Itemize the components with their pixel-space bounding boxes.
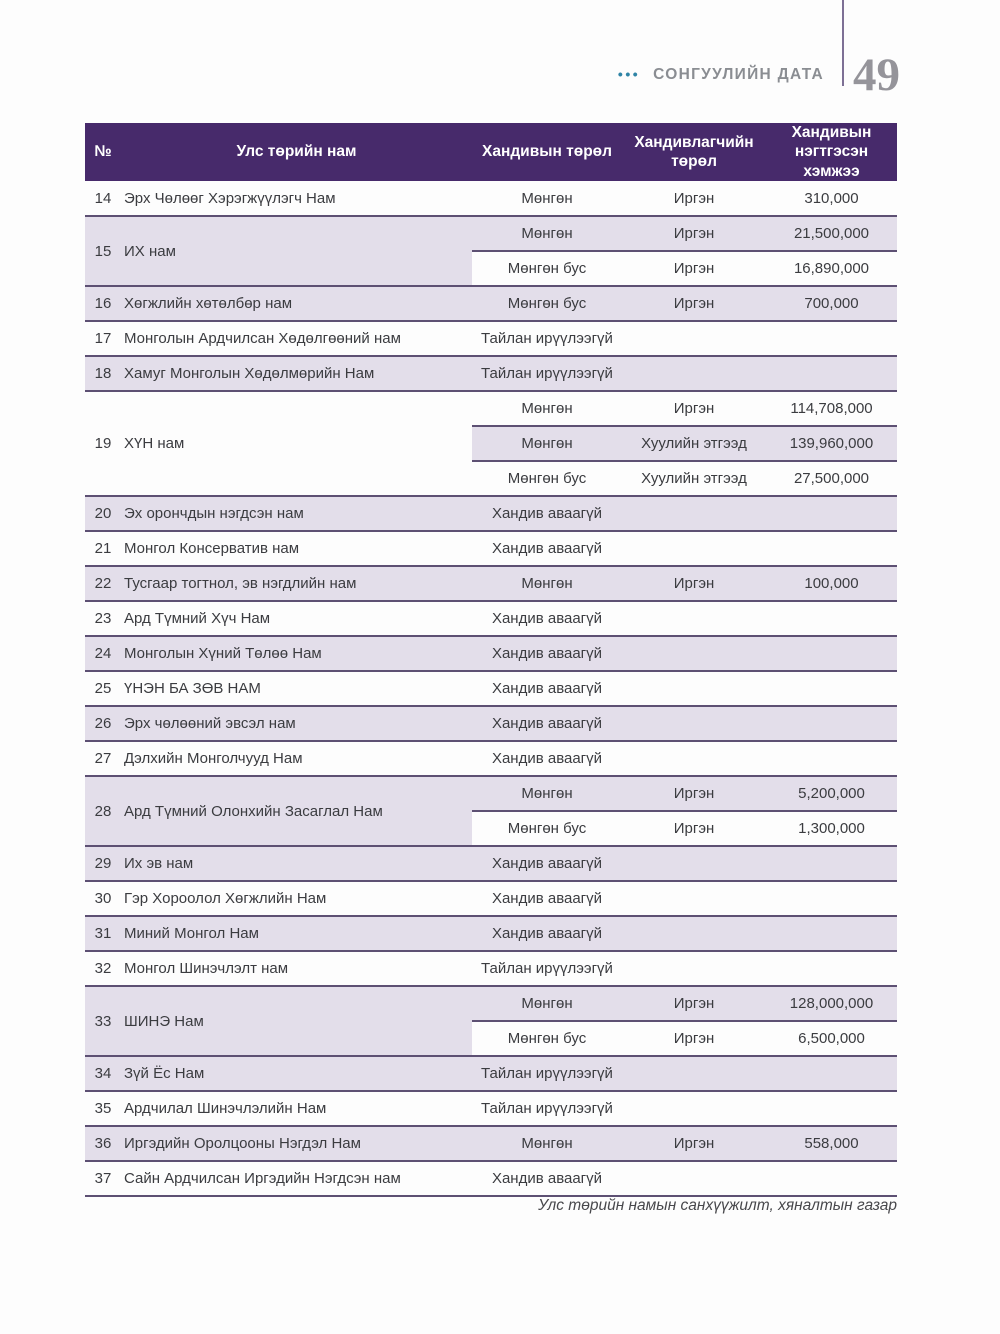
donor-type-cell: Иргэн xyxy=(622,181,766,216)
amount-cell: 114,708,000 xyxy=(766,391,897,426)
amount-cell: 310,000 xyxy=(766,181,897,216)
amount-cell: 21,500,000 xyxy=(766,216,897,251)
amount-cell: 16,890,000 xyxy=(766,251,897,286)
table-row xyxy=(85,181,897,216)
empty-cell xyxy=(766,881,897,916)
table-row xyxy=(85,321,897,356)
party-name-cell: Хөгжлийн хөтөлбөр нам xyxy=(121,286,472,321)
row-number-cell: 29 xyxy=(85,846,121,881)
status-cell: Тайлан ирүүлээгүй xyxy=(472,951,622,986)
row-number-cell: 32 xyxy=(85,951,121,986)
empty-cell xyxy=(622,601,766,636)
empty-cell xyxy=(622,496,766,531)
empty-cell xyxy=(622,1056,766,1091)
status-cell: Хандив аваагүй xyxy=(472,601,622,636)
party-name-cell: Хамуг Монголын Хөдөлмөрийн Нам xyxy=(121,356,472,391)
row-number-cell: 20 xyxy=(85,496,121,531)
empty-cell xyxy=(766,671,897,706)
empty-cell xyxy=(766,706,897,741)
donation-type-cell: Мөнгөн xyxy=(472,1126,622,1161)
party-name-cell: Миний Монгол Нам xyxy=(121,916,472,951)
party-name-cell: ШИНЭ Нам xyxy=(121,986,472,1056)
table-row xyxy=(85,1161,897,1196)
status-cell: Хандив аваагүй xyxy=(472,531,622,566)
empty-cell xyxy=(766,1091,897,1126)
row-number-cell: 14 xyxy=(85,181,121,216)
donor-type-cell: Иргэн xyxy=(622,811,766,846)
status-cell: Хандив аваагүй xyxy=(472,1161,622,1196)
donor-type-cell: Иргэн xyxy=(622,216,766,251)
masthead xyxy=(618,66,824,84)
empty-cell xyxy=(622,706,766,741)
donor-type-cell: Иргэн xyxy=(622,251,766,286)
empty-cell xyxy=(622,916,766,951)
party-name-cell: Гэр Хороолол Хөгжлийн Нам xyxy=(121,881,472,916)
column-header-donor-type: Хандивлагчийн төрөл xyxy=(622,123,766,181)
row-number-cell: 16 xyxy=(85,286,121,321)
status-cell: Хандив аваагүй xyxy=(472,846,622,881)
empty-cell xyxy=(766,356,897,391)
row-number-cell: 30 xyxy=(85,881,121,916)
party-name-cell: ХҮН нам xyxy=(121,391,472,496)
table-row xyxy=(85,916,897,951)
party-name-cell: Иргэдийн Оролцооны Нэгдэл Нам xyxy=(121,1126,472,1161)
donor-type-cell: Иргэн xyxy=(622,391,766,426)
empty-cell xyxy=(622,671,766,706)
table-row xyxy=(85,986,897,1021)
table-row xyxy=(85,1091,897,1126)
amount-cell: 700,000 xyxy=(766,286,897,321)
table-header-row xyxy=(85,123,897,181)
status-cell: Хандив аваагүй xyxy=(472,706,622,741)
status-cell: Тайлан ирүүлээгүй xyxy=(472,356,622,391)
party-name-cell: ҮНЭН БА ЗӨВ НАМ xyxy=(121,671,472,706)
table-row xyxy=(85,741,897,776)
party-name-cell: Тусгаар тогтнол, эв нэгдлийн нам xyxy=(121,566,472,601)
party-name-cell: Эрх Чөлөөг Хэрэгжүүлэгч Нам xyxy=(121,181,472,216)
row-number-cell: 28 xyxy=(85,776,121,846)
table-row xyxy=(85,1056,897,1091)
row-number-cell: 23 xyxy=(85,601,121,636)
row-number-cell: 18 xyxy=(85,356,121,391)
table-row xyxy=(85,531,897,566)
empty-cell xyxy=(766,846,897,881)
masthead-divider xyxy=(842,0,844,86)
row-number-cell: 15 xyxy=(85,216,121,286)
table-row xyxy=(85,951,897,986)
status-cell: Хандив аваагүй xyxy=(472,741,622,776)
amount-cell: 139,960,000 xyxy=(766,426,897,461)
amount-cell: 5,200,000 xyxy=(766,776,897,811)
status-cell: Тайлан ирүүлээгүй xyxy=(472,1056,622,1091)
amount-cell: 27,500,000 xyxy=(766,461,897,496)
table-row xyxy=(85,846,897,881)
empty-cell xyxy=(622,356,766,391)
donor-type-cell: Иргэн xyxy=(622,1021,766,1056)
party-name-cell: Монголын Хүний Төлөө Нам xyxy=(121,636,472,671)
donation-type-cell: Мөнгөн xyxy=(472,776,622,811)
empty-cell xyxy=(622,881,766,916)
status-cell: Хандив аваагүй xyxy=(472,671,622,706)
party-name-cell: ИХ нам xyxy=(121,216,472,286)
donor-type-cell: Иргэн xyxy=(622,986,766,1021)
amount-cell: 100,000 xyxy=(766,566,897,601)
donor-type-cell: Иргэн xyxy=(622,1126,766,1161)
table-row xyxy=(85,881,897,916)
party-name-cell: Эрх чөлөөний эвсэл нам xyxy=(121,706,472,741)
column-header-number: № xyxy=(85,123,121,181)
row-number-cell: 27 xyxy=(85,741,121,776)
table-row xyxy=(85,496,897,531)
empty-cell xyxy=(622,636,766,671)
status-cell: Хандив аваагүй xyxy=(472,881,622,916)
table-row xyxy=(85,216,897,251)
table-row xyxy=(85,636,897,671)
row-number-cell: 21 xyxy=(85,531,121,566)
donor-type-cell: Иргэн xyxy=(622,286,766,321)
column-header-party: Улс төрийн нам xyxy=(121,123,472,181)
amount-cell: 128,000,000 xyxy=(766,986,897,1021)
donation-type-cell: Мөнгөн xyxy=(472,566,622,601)
row-number-cell: 26 xyxy=(85,706,121,741)
status-cell: Хандив аваагүй xyxy=(472,636,622,671)
table-body xyxy=(85,181,897,1196)
party-name-cell: Ард Түмний Хүч Нам xyxy=(121,601,472,636)
row-number-cell: 17 xyxy=(85,321,121,356)
empty-cell xyxy=(766,1161,897,1196)
amount-cell: 1,300,000 xyxy=(766,811,897,846)
column-header-amount: Хандивын нэгтгэсэн хэмжээ xyxy=(766,123,897,181)
masthead-title: СОНГУУЛИЙН ДАТА xyxy=(653,66,824,83)
empty-cell xyxy=(766,321,897,356)
donor-type-cell: Хуулийн этгээд xyxy=(622,426,766,461)
donation-type-cell: Мөнгөн бус xyxy=(472,251,622,286)
status-cell: Тайлан ирүүлээгүй xyxy=(472,1091,622,1126)
empty-cell xyxy=(766,951,897,986)
table-row xyxy=(85,391,897,426)
row-number-cell: 24 xyxy=(85,636,121,671)
table-row xyxy=(85,286,897,321)
party-name-cell: Дэлхийн Монголчууд Нам xyxy=(121,741,472,776)
row-number-cell: 33 xyxy=(85,986,121,1056)
party-name-cell: Ардчилал Шинэчлэлийн Нам xyxy=(121,1091,472,1126)
table-header xyxy=(85,123,897,181)
table-row xyxy=(85,671,897,706)
row-number-cell: 35 xyxy=(85,1091,121,1126)
row-number-cell: 34 xyxy=(85,1056,121,1091)
status-cell: Хандив аваагүй xyxy=(472,916,622,951)
party-name-cell: Зүй Ёс Нам xyxy=(121,1056,472,1091)
donations-table xyxy=(85,123,897,1197)
empty-cell xyxy=(622,531,766,566)
donation-type-cell: Мөнгөн бус xyxy=(472,811,622,846)
empty-cell xyxy=(766,636,897,671)
row-number-cell: 25 xyxy=(85,671,121,706)
page-number: 49 xyxy=(853,49,900,101)
empty-cell xyxy=(766,916,897,951)
donation-type-cell: Мөнгөн xyxy=(472,181,622,216)
table-row xyxy=(85,566,897,601)
amount-cell: 6,500,000 xyxy=(766,1021,897,1056)
row-number-cell: 37 xyxy=(85,1161,121,1196)
empty-cell xyxy=(622,1091,766,1126)
donation-type-cell: Мөнгөн xyxy=(472,986,622,1021)
empty-cell xyxy=(622,1161,766,1196)
table-row xyxy=(85,356,897,391)
donation-type-cell: Мөнгөн бус xyxy=(472,461,622,496)
party-name-cell: Эх орончдын нэгдсэн нам xyxy=(121,496,472,531)
donation-type-cell: Мөнгөн xyxy=(472,391,622,426)
amount-cell: 558,000 xyxy=(766,1126,897,1161)
donation-type-cell: Мөнгөн xyxy=(472,216,622,251)
empty-cell xyxy=(622,846,766,881)
table-row xyxy=(85,706,897,741)
empty-cell xyxy=(766,496,897,531)
donor-type-cell: Хуулийн этгээд xyxy=(622,461,766,496)
donation-type-cell: Мөнгөн бус xyxy=(472,1021,622,1056)
row-number-cell: 22 xyxy=(85,566,121,601)
column-header-donation-type: Хандивын төрөл xyxy=(472,123,622,181)
empty-cell xyxy=(622,321,766,356)
status-cell: Хандив аваагүй xyxy=(472,496,622,531)
row-number-cell: 19 xyxy=(85,391,121,496)
ellipsis-dots-icon: ••• xyxy=(617,66,641,82)
party-name-cell: Сайн Ардчилсан Иргэдийн Нэгдсэн нам xyxy=(121,1161,472,1196)
status-cell: Тайлан ирүүлээгүй xyxy=(472,321,622,356)
row-number-cell: 31 xyxy=(85,916,121,951)
party-name-cell: Ард Түмний Олонхийн Засаглал Нам xyxy=(121,776,472,846)
donor-type-cell: Иргэн xyxy=(622,566,766,601)
empty-cell xyxy=(766,531,897,566)
empty-cell xyxy=(766,601,897,636)
donation-type-cell: Мөнгөн xyxy=(472,426,622,461)
row-number-cell: 36 xyxy=(85,1126,121,1161)
empty-cell xyxy=(622,951,766,986)
empty-cell xyxy=(766,1056,897,1091)
table-row xyxy=(85,776,897,811)
donor-type-cell: Иргэн xyxy=(622,776,766,811)
party-name-cell: Монгол Консерватив нам xyxy=(121,531,472,566)
table-row xyxy=(85,601,897,636)
empty-cell xyxy=(622,741,766,776)
party-name-cell: Монголын Ардчилсан Хөдөлгөөний нам xyxy=(121,321,472,356)
party-name-cell: Монгол Шинэчлэлт нам xyxy=(121,951,472,986)
source-note: Улс төрийн намын санхүүжилт, хяналтын газар xyxy=(538,1197,897,1214)
table-row xyxy=(85,1126,897,1161)
donation-type-cell: Мөнгөн бус xyxy=(472,286,622,321)
party-name-cell: Их эв нам xyxy=(121,846,472,881)
empty-cell xyxy=(766,741,897,776)
